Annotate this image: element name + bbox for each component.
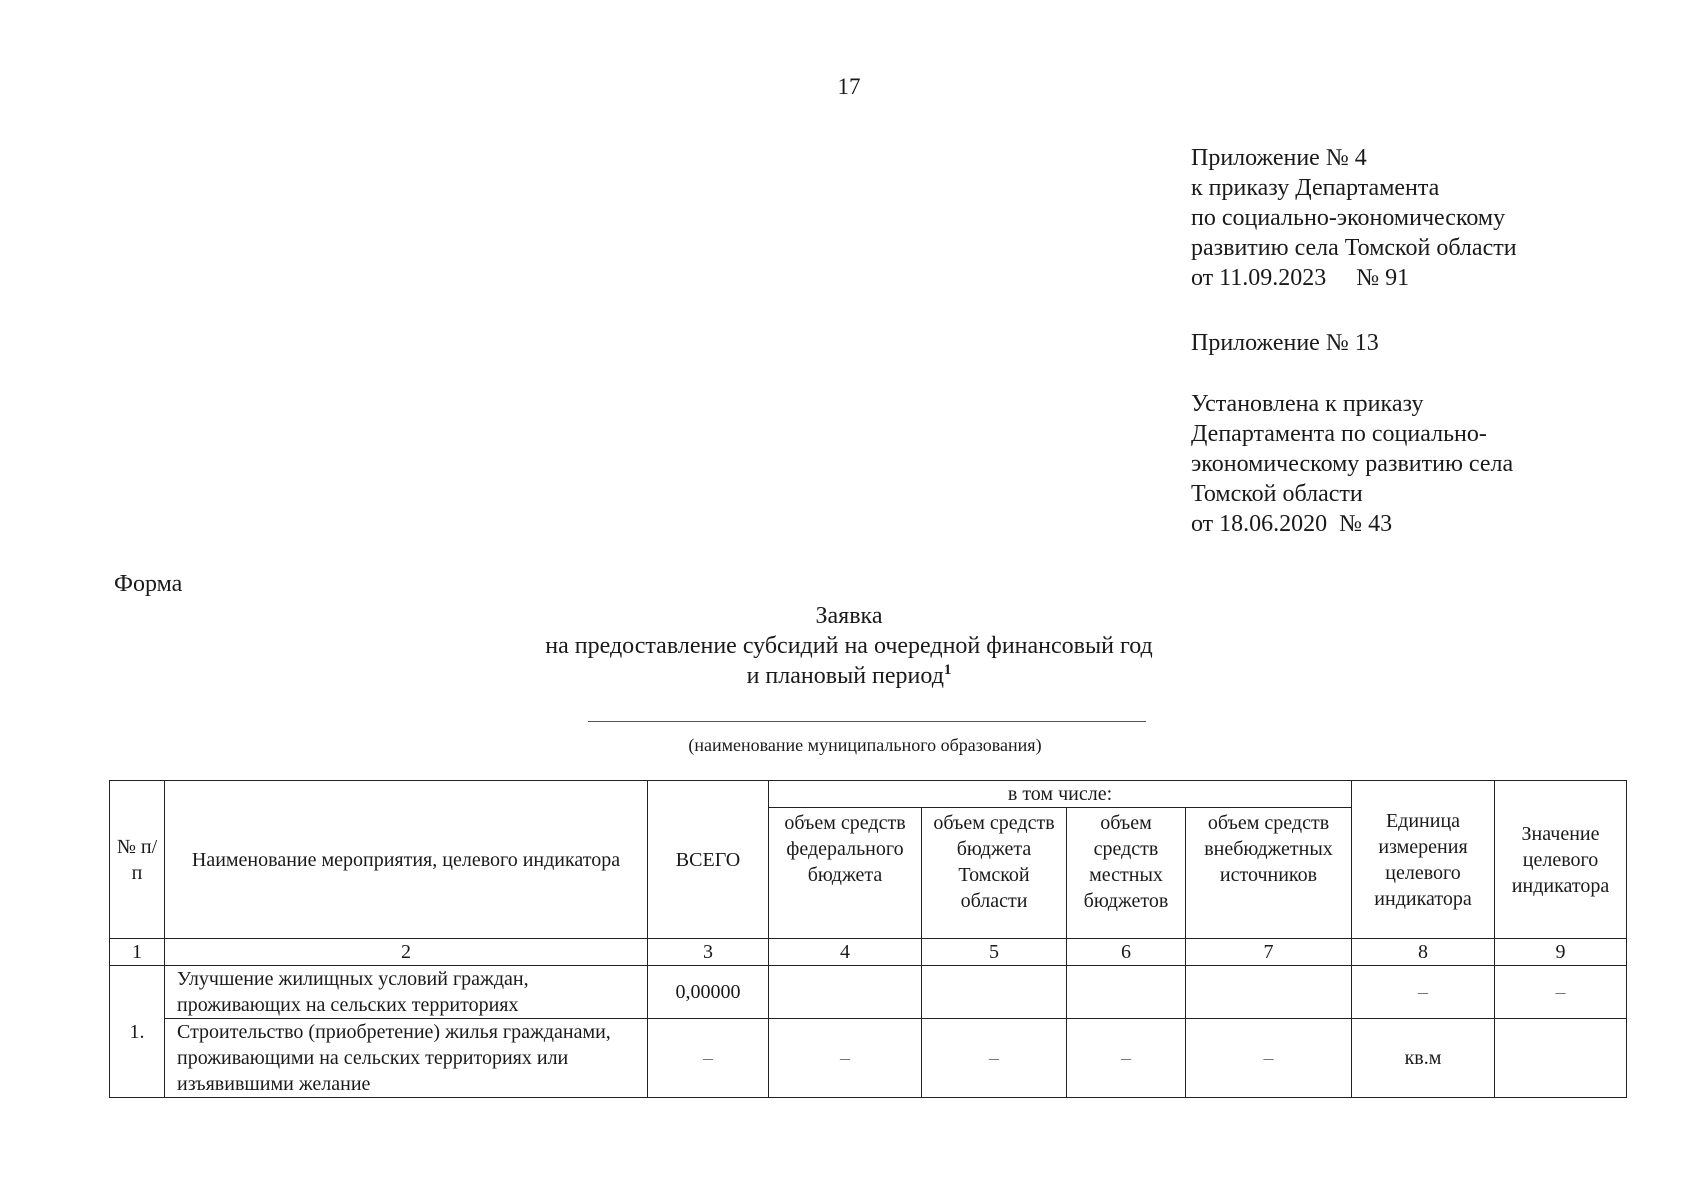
header-unit: Единица измерения целевого индикатора [1352, 781, 1495, 939]
row-federal [769, 966, 922, 1019]
header-no: № п/п [110, 781, 165, 939]
established-line: экономическому развитию села [1191, 451, 1514, 477]
row-extrabudget: – [1186, 1019, 1352, 1098]
page-number: 17 [837, 74, 861, 99]
table-row [110, 1019, 1627, 1098]
document-title [0, 601, 1698, 691]
row-number: 1. [110, 966, 165, 1098]
annex-4-title: Приложение № 4 [1191, 145, 1367, 171]
established-header [1191, 389, 1513, 539]
row-regional: – [922, 1019, 1067, 1098]
header-value: Значение целевого индикатора [1495, 781, 1627, 939]
annex-13-title: Приложение № 13 [1191, 330, 1379, 356]
row-local: – [1067, 1019, 1186, 1098]
column-number: 4 [769, 939, 922, 966]
annex-4-line: развитию села Томской области [1191, 235, 1517, 261]
title-line-1: Заявка [815, 603, 883, 629]
header-extrabudget: объем средств внебюджетных источников [1186, 808, 1352, 939]
header-row [110, 781, 1627, 808]
column-number: 2 [165, 939, 648, 966]
table-row [110, 966, 1627, 1019]
header-including: в том числе: [769, 781, 1352, 808]
established-number: № 43 [1339, 511, 1393, 537]
row-value [1495, 1019, 1627, 1098]
footnote-marker: 1 [943, 662, 952, 678]
subsidy-request-table [109, 780, 1627, 1098]
row-extrabudget [1186, 966, 1352, 1019]
row-total: – [648, 1019, 769, 1098]
header-regional: объем средств бюджета Томской области [922, 808, 1067, 939]
row-value: – [1495, 966, 1627, 1019]
municipality-fill-line [588, 721, 1146, 722]
established-line: Томской области [1191, 481, 1363, 507]
column-number: 6 [1067, 939, 1186, 966]
annex-4-line: к приказу Департамента [1191, 175, 1440, 201]
row-federal: – [769, 1019, 922, 1098]
title-line-2: на предоставление субсидий на очередной финансовый год [545, 633, 1153, 659]
row-unit: кв.м [1352, 1019, 1495, 1098]
annex-4-date: от 11.09.2023 [1191, 265, 1327, 291]
row-name: Улучшение жилищных условий граждан, проживающих на сельских территориях [165, 966, 648, 1019]
row-name: Строительство (приобретение) жилья гражданами, проживающими на сельских территориях или изъявившими желание [165, 1019, 648, 1098]
annex-4-number: № 91 [1356, 265, 1410, 291]
annex-4-line: по социально-экономическому [1191, 205, 1506, 231]
column-number: 8 [1352, 939, 1495, 966]
header-local: объем средств местных бюджетов [1067, 808, 1186, 939]
annex-13-header [1191, 328, 1379, 358]
row-total: 0,00000 [648, 966, 769, 1019]
header-total: ВСЕГО [648, 781, 769, 939]
form-label: Форма [114, 571, 183, 597]
row-unit: – [1352, 966, 1495, 1019]
annex-4-header [1191, 143, 1517, 293]
column-number: 3 [648, 939, 769, 966]
header-name: Наименование мероприятия, целевого индикатора [165, 781, 648, 939]
established-line: Установлена к приказу [1191, 391, 1424, 417]
header-federal: объем средств федерального бюджета [769, 808, 922, 939]
column-number: 5 [922, 939, 1067, 966]
municipality-caption: (наименование муниципального образования) [688, 735, 1042, 755]
title-line-3: и плановый период$^1$ [746, 662, 952, 689]
established-date-line [1191, 509, 1513, 539]
annex-4-date-line [1191, 263, 1517, 293]
column-number-row [110, 939, 1627, 966]
row-regional [922, 966, 1067, 1019]
column-number: 1 [110, 939, 165, 966]
column-number: 7 [1186, 939, 1352, 966]
established-line: Департамента по социально- [1191, 421, 1487, 447]
column-number: 9 [1495, 939, 1627, 966]
row-local [1067, 966, 1186, 1019]
established-date: от 18.06.2020 [1191, 511, 1328, 537]
